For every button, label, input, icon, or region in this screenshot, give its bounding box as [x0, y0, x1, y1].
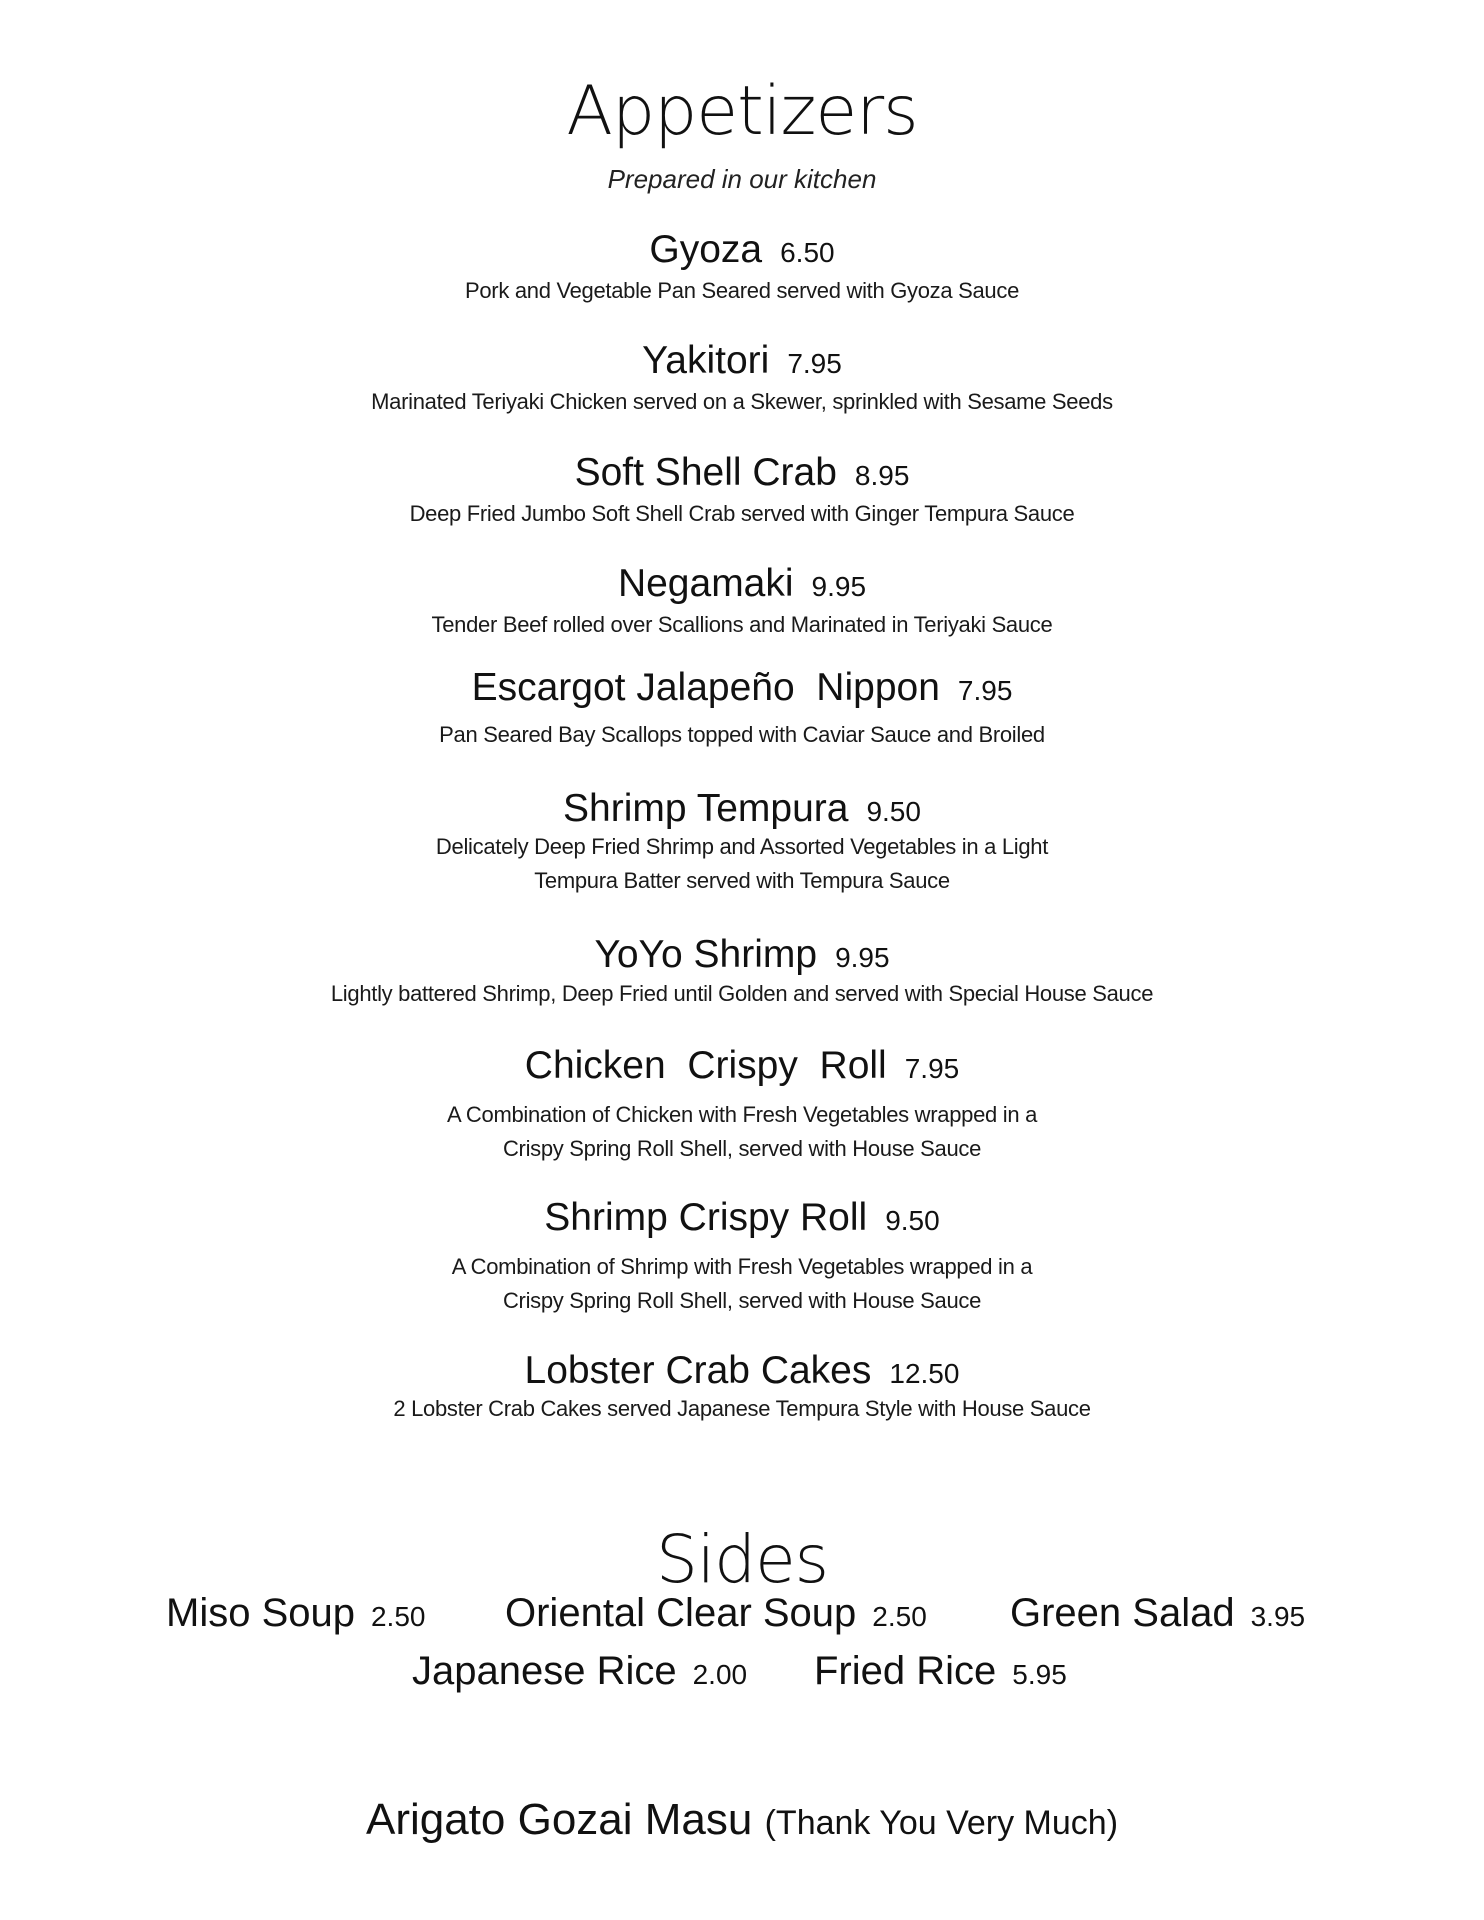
menu-item-desc-negamaki: Tender Beef rolled over Scallions and Marinated in Teriyaki Sauce	[431, 612, 1053, 637]
sides-title: Sides	[655, 1521, 829, 1598]
thank-you-japanese: Arigato Gozai Masu	[365, 1795, 753, 1844]
side-price: 2.50	[872, 1601, 927, 1632]
menu-item-name-gyoza	[0, 226, 1484, 277]
item-name: Negamaki	[617, 562, 794, 605]
menu-item-name-lobster-crab-cakes	[0, 1347, 1484, 1398]
item-name: Shrimp Tempura	[563, 787, 849, 830]
side-item-japanese-rice	[412, 1646, 747, 1700]
menu-item-name-yoyo-shrimp	[0, 931, 1484, 982]
side-item-miso-soup	[166, 1588, 425, 1642]
item-price: 9.50	[866, 796, 921, 827]
item-name: Shrimp Crispy Roll	[544, 1196, 868, 1239]
menu-item-name-soft-shell-crab	[0, 449, 1484, 500]
appetizers-subtitle: Prepared in our kitchen	[607, 164, 877, 194]
side-name: Japanese Rice	[412, 1649, 677, 1693]
side-item-green-salad	[1010, 1588, 1305, 1642]
menu-item-desc-shrimp-crispy-roll-line1: A Combination of Shrimp with Fresh Vegetables wrapped in a	[451, 1254, 1033, 1279]
item-price: 12.50	[889, 1358, 960, 1389]
side-price: 2.00	[692, 1659, 748, 1690]
side-item-fried-rice	[814, 1646, 1067, 1700]
side-price: 2.50	[370, 1601, 426, 1632]
item-name: Chicken Crispy Roll	[524, 1044, 887, 1087]
menu-item-desc-yakitori: Marinated Teriyaki Chicken served on a Skewer, sprinkled with Sesame Seeds	[371, 389, 1113, 414]
side-price: 5.95	[1012, 1659, 1067, 1690]
item-name: Gyoza	[649, 228, 763, 271]
menu-item-desc-yoyo-shrimp: Lightly battered Shrimp, Deep Fried until Golden and served with Special House Sauce	[330, 981, 1154, 1006]
side-price: 3.95	[1250, 1601, 1306, 1632]
item-name: Yakitori	[642, 339, 770, 382]
menu-item-name-negamaki	[0, 560, 1484, 611]
item-name: Soft Shell Crab	[574, 451, 837, 494]
side-name: Oriental Clear Soup	[505, 1591, 857, 1635]
item-price: 9.50	[885, 1205, 940, 1236]
menu-item-name-escargot	[0, 664, 1484, 715]
menu-item-desc-escargot: Pan Seared Bay Scallops topped with Caviar Sauce and Broiled	[439, 722, 1045, 747]
menu-item-name-shrimp-crispy-roll	[0, 1194, 1484, 1245]
menu-item-name-shrimp-tempura	[0, 785, 1484, 836]
menu-item-desc-shrimp-tempura-line2: Tempura Batter served with Tempura Sauce	[534, 868, 950, 893]
item-price: 9.95	[835, 942, 890, 973]
menu-item-name-chicken-crispy-roll	[0, 1042, 1484, 1093]
menu-item-desc-gyoza: Pork and Vegetable Pan Seared served with Gyoza Sauce	[464, 278, 1020, 303]
item-name: YoYo Shrimp	[594, 933, 818, 976]
item-price: 8.95	[854, 460, 910, 491]
menu-item-desc-soft-shell-crab: Deep Fried Jumbo Soft Shell Crab served with Ginger Tempura Sauce	[409, 501, 1075, 526]
side-item-oriental-clear-soup	[505, 1588, 927, 1642]
item-price: 7.95	[787, 348, 842, 379]
side-name: Fried Rice	[814, 1649, 997, 1693]
item-price: 6.50	[780, 237, 835, 268]
menu-item-desc-shrimp-tempura-line1: Delicately Deep Fried Shrimp and Assorted Vegetables in a Light	[435, 834, 1049, 859]
menu-item-name-yakitori	[0, 337, 1484, 388]
menu-item-desc-lobster-crab-cakes: 2 Lobster Crab Cakes served Japanese Tempura Style with House Sauce	[393, 1396, 1091, 1421]
side-name: Green Salad	[1010, 1591, 1235, 1635]
side-name: Miso Soup	[166, 1591, 355, 1635]
item-price: 7.95	[904, 1053, 960, 1084]
item-price: 9.95	[811, 571, 867, 602]
appetizers-title: Appetizers	[566, 72, 918, 151]
thank-you-line	[0, 1792, 1484, 1851]
menu-item-desc-shrimp-crispy-roll-line2: Crispy Spring Roll Shell, served with House Sauce	[502, 1288, 982, 1313]
menu-item-desc-chicken-crispy-roll-line2: Crispy Spring Roll Shell, served with House Sauce	[502, 1136, 982, 1161]
item-name: Lobster Crab Cakes	[524, 1349, 872, 1392]
item-name: Escargot Jalapeño Nippon	[471, 666, 940, 709]
item-price: 7.95	[957, 675, 1013, 706]
thank-you-translation: (Thank You Very Much)	[764, 1804, 1119, 1842]
menu-item-desc-chicken-crispy-roll-line1: A Combination of Chicken with Fresh Vegetables wrapped in a	[446, 1102, 1038, 1127]
